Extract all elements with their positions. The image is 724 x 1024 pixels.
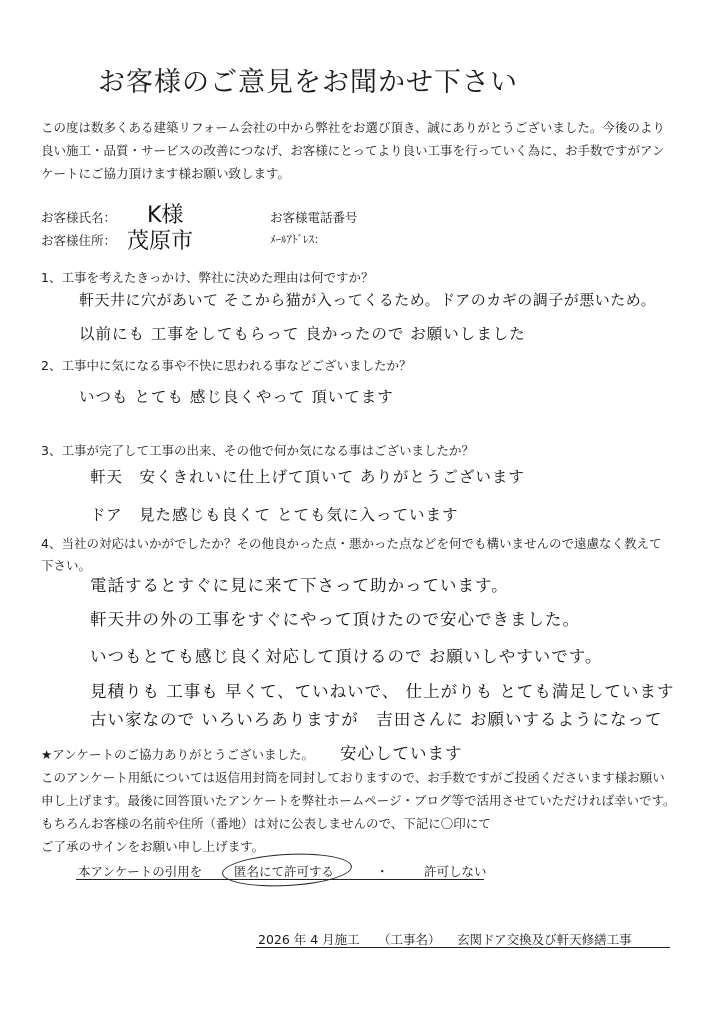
name-label: お客様氏名： xyxy=(41,210,117,225)
consent-option-anonymous[interactable]: 匿名にて許可する xyxy=(234,864,335,879)
address-label: お客様住所： xyxy=(41,233,117,248)
answer-3-line-1: 軒天 安くきれいに仕上げて頂いて ありがとうございます xyxy=(90,468,525,486)
name-value: K様 xyxy=(147,203,184,228)
consent-option-deny[interactable]: 許可しない xyxy=(424,864,487,879)
intro-line: 良い施工・品質・サービスの改善につなげ、お客様にとってより良い工事を行っていく為に、お手数ですがアン xyxy=(41,143,665,158)
answer-4-line-4: 見積りも 工事も 早くて、ていねいで、 仕上がりも とても満足しています xyxy=(90,682,675,701)
address-value: 茂原市 xyxy=(127,229,194,254)
closing-line: このアンケート用紙については返信用封筒を同封しておりますので、お手数ですがご投函くださいます様お願い xyxy=(41,770,665,785)
footer-date: 2026 年 4 月施工 xyxy=(258,932,360,947)
consent-separator: ・ xyxy=(376,864,389,879)
consent-underline xyxy=(76,879,484,880)
intro-line: この度は数多くある建築リフォーム会社の中から弊社をお選び頂き、誠にありがとうございました。今後のより xyxy=(41,120,665,135)
answer-3-line-2: ドア 見た感じも良くて とても気に入っています xyxy=(90,506,459,524)
phone-label: お客様電話番号 xyxy=(270,210,358,225)
answer-4-line-1: 電話するとすぐに見に来て下さって助かっています。 xyxy=(90,576,509,595)
question-4-line-1: 4、当社の対応はいかがでしたか？その他良かった点・悪かった点などを何でも構いませんので遠慮なく教えて xyxy=(41,536,662,551)
answer-4-line-3: いつもとても感じ良く対応して頂けるので お願いしやすいです。 xyxy=(90,647,603,666)
question-1: 1、工事を考えたきっかけ、弊社に決めた理由は何ですか？ xyxy=(41,270,374,285)
answer-2-line-1: いつも とても 感じ良くやって 頂いてます xyxy=(79,388,394,406)
intro-paragraph xyxy=(41,116,691,185)
intro-line: ケートにご協力頂けます様お願い致します。 xyxy=(41,166,291,181)
page-title: お客様のご意見をお聞かせ下さい xyxy=(98,67,518,98)
question-3: 3、工事が完了して工事の出来、その他で何か気になる事はございましたか？ xyxy=(41,443,474,458)
question-4-line-2: 下さい。 xyxy=(41,558,92,573)
footer-work-label: （工事名） xyxy=(378,932,441,947)
answer-1-line-1: 軒天井に穴があいて そこから猫が入ってくるため。ドアのカギの調子が悪いため。 xyxy=(79,291,657,309)
footer-underline xyxy=(256,947,670,948)
question-2: 2、工事中に気になる事や不快に思われる事などございましたか？ xyxy=(41,358,412,373)
answer-1-line-2: 以前にも 工事をしてもらって 良かったので お願いしました xyxy=(79,325,526,343)
answer-4-line-5: 古い家なので いろいろありますが 吉田さんに お願いするようになって xyxy=(90,710,663,729)
email-label: ﾒｰﾙｱﾄﾞﾚｽ： xyxy=(270,233,325,246)
thanks-line: ★アンケートのご協力ありがとうございました。 xyxy=(41,747,314,762)
closing-line: もちろんお客様の名前や住所（番地）は対に公表しませんので、下記に〇印にて xyxy=(41,816,491,831)
footer-work-name: 玄関ドア交換及び軒天修繕工事 xyxy=(457,932,632,947)
closing-line: 申し上げます。最後に回答頂いたアンケートを弊社ホームページ・ブログ等で活用させていただければ幸いです。 xyxy=(41,793,676,808)
answer-4-line-6: 安心しています xyxy=(340,744,463,763)
answer-4-line-2: 軒天井の外の工事をすぐにやって頂けたので安心できました。 xyxy=(90,610,580,629)
closing-line: ご了承のサインをお願い申し上げます。 xyxy=(41,839,265,854)
consent-label: 本アンケートの引用を xyxy=(78,864,203,879)
